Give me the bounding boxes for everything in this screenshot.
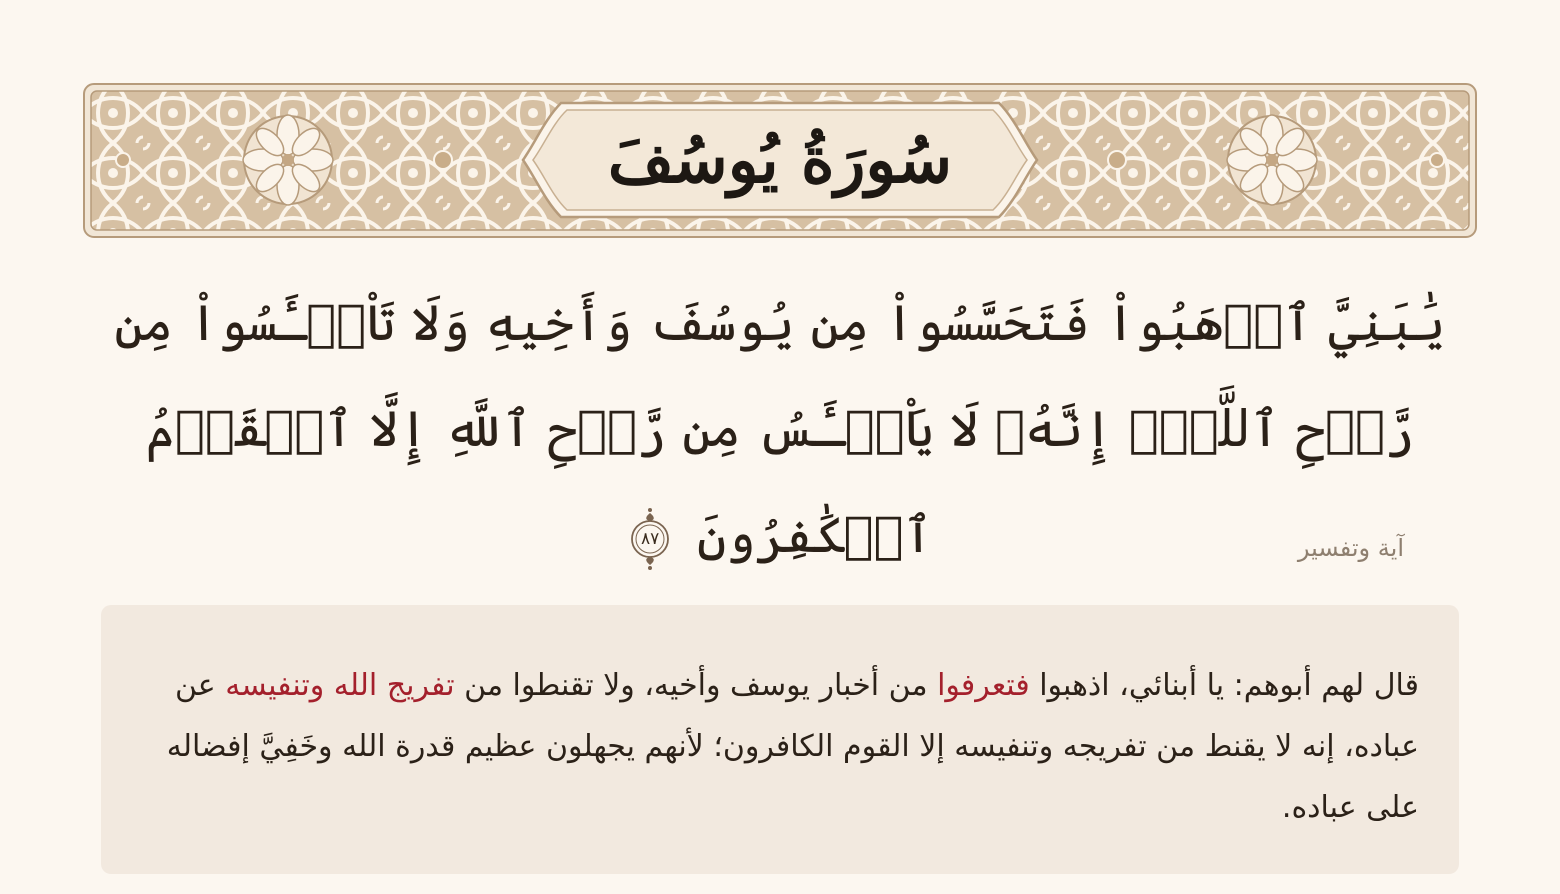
verse-block bbox=[100, 270, 1460, 588]
tafsir-segment: من أخبار يوسف وأخيه، ولا تقنطوا من bbox=[454, 668, 938, 703]
tafsir-text bbox=[161, 655, 1419, 838]
surah-title: سُورَةُ يُوسُفَ bbox=[607, 123, 953, 198]
verse-text: يَٰبَنِيَّ ٱذۡهَبُواْ فَتَحَسَّسُواْ مِن يُوسُفَ وَأَخِيهِ وَلَا تَاْيۡـَٔسُواْ مِن رَّوۡحِ ٱللَّهِۖ إِنَّهُۥ لَا يَاْيۡـَٔسُ مِن رَّوۡحِ ٱللَّهِ إِلَّا ٱلۡقَوۡمُ ٱلۡكَٰفِرُونَ bbox=[114, 294, 1446, 564]
tafsir-segment: عن عباده، إنه لا يقنط من تفريجه وتنفيسه إلا القوم الكافرون؛ لأنهم يجهلون عظيم قدرة الله وخَفِيَّ إفضاله على عباده. bbox=[166, 668, 1419, 825]
surah-header-banner bbox=[83, 83, 1477, 238]
section-label: آية وتفسير bbox=[1297, 534, 1404, 562]
tafsir-highlight: فتعرفوا bbox=[937, 668, 1030, 703]
tafsir-segment: قال لهم أبوهم: يا أبنائي، اذهبوا bbox=[1029, 668, 1419, 703]
tafsir-highlight: تفريج الله وتنفيسه bbox=[225, 668, 455, 703]
ayah-number-marker bbox=[627, 507, 673, 571]
ayah-number: ٨٧ bbox=[641, 528, 660, 549]
tafsir-card bbox=[101, 605, 1459, 874]
